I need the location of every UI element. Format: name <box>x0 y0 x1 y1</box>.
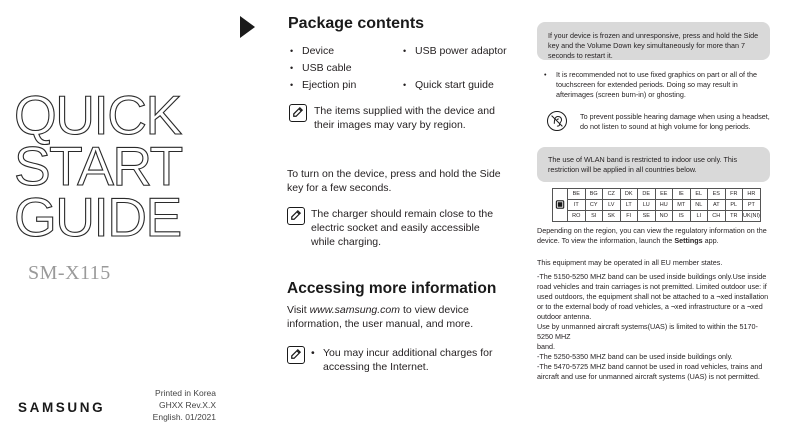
wlan-restriction-box <box>537 147 770 182</box>
hearing-warning-icon <box>547 111 567 131</box>
country-cell: BG <box>585 189 603 200</box>
access-info-text: Visit www.samsung.com to view device information, the user manual, and more. <box>287 304 474 330</box>
band-line: -The 5150-5250 MHZ band can be used inside buildings only.Use inside road vehicles and train carriages is not premitted. Limited outdoor use: if used outdoors, the equipment shall not be attached to a ¬xed installation or to the external body of road vehicles, a ¬xed infrastructure or a ¬xed outdoor antenna. <box>537 272 769 321</box>
bullet: • <box>403 80 407 90</box>
country-cell: DE <box>638 189 656 200</box>
country-cell: IT <box>568 200 586 211</box>
cover-title <box>14 84 204 248</box>
country-code-table <box>552 188 761 222</box>
note-icon <box>287 346 305 364</box>
country-cell: SK <box>603 211 621 222</box>
country-cell: CY <box>585 200 603 211</box>
country-cell: EE <box>655 189 673 200</box>
country-cell: LT <box>620 200 638 211</box>
country-cell: TR <box>725 211 743 222</box>
country-cell: IE <box>673 189 691 200</box>
country-cell: NO <box>655 211 673 222</box>
note-icon <box>287 207 305 225</box>
country-cell: PL <box>725 200 743 211</box>
package-item: • Ejection pin <box>290 79 357 91</box>
print-line: GHXX Rev.X.X <box>159 400 216 410</box>
country-cell: ES <box>708 189 726 200</box>
country-cell: LU <box>638 200 656 211</box>
bullet: • <box>544 70 547 79</box>
bullet: • <box>290 63 294 73</box>
country-cell: LV <box>603 200 621 211</box>
samsung-url[interactable]: www.samsung.com <box>309 304 401 316</box>
cover-title-line: QUICK <box>14 84 181 146</box>
bullet: • <box>290 80 294 90</box>
cover-title-line: GUIDE <box>14 186 181 248</box>
country-cell: UK(NI) <box>743 211 761 222</box>
country-cell: DK <box>620 189 638 200</box>
frozen-device-box <box>537 22 770 60</box>
print-info <box>140 387 216 423</box>
package-contents-heading: Package contents <box>288 15 425 32</box>
country-cell: HU <box>655 200 673 211</box>
package-item: • Quick start guide <box>403 79 494 91</box>
accessing-info-heading: Accessing more information <box>287 280 497 297</box>
package-item: • Device <box>290 45 335 57</box>
band-line: -The 5470-5725 MHZ band cannot be used in road vehicles, trains and aircraft and use for unmanned aircraft systems (UAS) is not permitted. <box>537 362 763 381</box>
country-cell: LI <box>690 211 708 222</box>
band-line: Use by unmanned aircraft systems(UAS) is limited to within the 5170-5250 MHZ <box>537 322 758 341</box>
note-icon <box>289 104 307 122</box>
play-arrow-icon <box>240 16 255 38</box>
hearing-note: To prevent possible hearing damage when using a headset, do not listen to sound at high volume for long periods. <box>580 112 770 131</box>
print-line: Printed in Korea <box>155 388 216 398</box>
package-note: The items supplied with the device and their images may vary by region. <box>314 105 495 131</box>
country-cell: PT <box>743 200 761 211</box>
country-cell: CZ <box>603 189 621 200</box>
frozen-device-text: If your device is frozen and unresponsive, press and hold the Side key and the Volume Down key simultaneously for more than 7 seconds to restart it. <box>548 31 759 60</box>
country-cell: SE <box>638 211 656 222</box>
wlan-restriction-text: The use of WLAN band is restricted to indoor use only. This restriction will be applied in all countries below. <box>548 155 738 174</box>
country-cell: IS <box>673 211 691 222</box>
power-on-text: To turn on the device, press and hold the Side key for a few seconds. <box>287 168 501 194</box>
cover-title-line: START <box>14 135 182 197</box>
country-cell: BE <box>568 189 586 200</box>
package-item: • USB power adaptor <box>403 45 507 57</box>
country-cell: CH <box>708 211 726 222</box>
settings-app-name: Settings <box>674 236 703 245</box>
internet-charges-note: • You may incur additional charges for accessing the Internet. <box>311 347 493 373</box>
band-line: band. <box>537 342 555 351</box>
country-cell: FR <box>725 189 743 200</box>
model-number: SM-X115 <box>28 262 111 284</box>
country-cell: NL <box>690 200 708 211</box>
bullet: • <box>403 46 407 56</box>
country-cell: MT <box>673 200 691 211</box>
country-cell: HR <box>743 189 761 200</box>
charger-note: The charger should remain close to the electric socket and easily accessible while charging. <box>311 208 494 248</box>
eu-member-text: This equipment may be operated in all EU member states. <box>537 258 723 267</box>
regulatory-info-text: Depending on the region, you can view the regulatory information on the device. To view the information, launch the Settings app. <box>537 226 767 245</box>
bullet: • <box>311 347 315 359</box>
country-cell: RO <box>568 211 586 222</box>
wlan-icon <box>553 189 568 222</box>
country-cell: AT <box>708 200 726 211</box>
band-restrictions <box>537 272 771 382</box>
screen-burn-in-note: It is recommended not to use fixed graphics on part or all of the touchscreen for extended periods. Doing so may result in afterimages (screen burn-in) or ghosting. <box>556 70 757 99</box>
country-cell: SI <box>585 211 603 222</box>
print-line: English. 01/2021 <box>152 412 216 422</box>
bullet: • <box>290 46 294 56</box>
country-cell: FI <box>620 211 638 222</box>
band-line: -The 5250-5350 MHZ band can be used inside buildings only. <box>537 352 733 361</box>
package-item: • USB cable <box>290 62 352 74</box>
country-cell: EL <box>690 189 708 200</box>
samsung-logo: SAMSUNG <box>18 400 106 415</box>
